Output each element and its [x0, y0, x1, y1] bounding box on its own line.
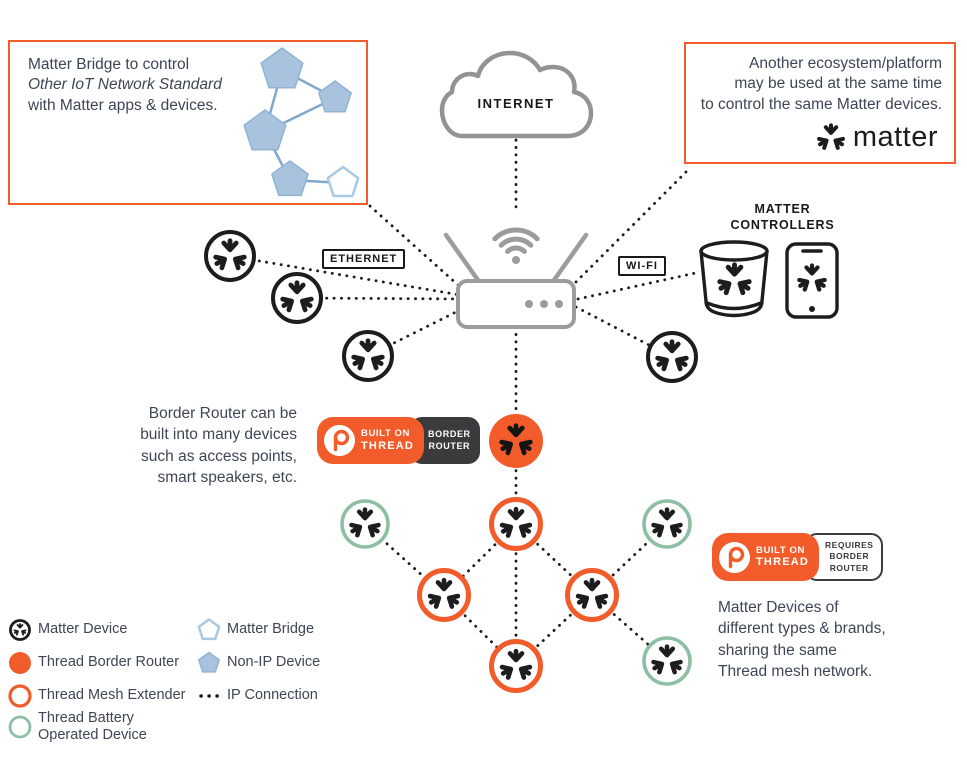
badge-tag-line: ROUTER	[428, 440, 471, 451]
thread-border-router-icon	[8, 651, 32, 675]
legend-label: Thread Border Router	[38, 654, 180, 671]
badge-text: BUILT ON	[361, 428, 410, 440]
thread-mesh-extender	[562, 565, 622, 625]
thread-border-router	[486, 411, 546, 471]
matter-wordmark	[816, 121, 938, 154]
note-line: Border Router can be	[148, 405, 297, 422]
internet-cloud	[430, 45, 605, 145]
info-line: Other IoT Network Standard	[28, 76, 222, 94]
thread-mesh-extender	[414, 565, 474, 625]
legend-item-ip-connection	[197, 684, 318, 708]
non-ip-device-icon	[197, 651, 221, 675]
ip-connection-icon	[197, 684, 221, 708]
note-line: sharing the same	[718, 641, 837, 659]
legend-label: Matter Bridge	[227, 621, 315, 638]
matter-device-icon	[8, 618, 32, 642]
matter-logo-icon	[816, 123, 846, 153]
mesh-note	[718, 597, 938, 683]
matter-device	[267, 268, 327, 328]
note-line: built into many devices	[140, 426, 297, 444]
thread-battery-device	[335, 494, 395, 554]
note-line: such as access points,	[141, 447, 297, 465]
matter-controllers-heading	[695, 202, 870, 233]
smart-speaker-icon	[697, 238, 773, 322]
wifi-router	[430, 225, 600, 332]
border-router-note	[87, 403, 297, 489]
matter-device	[642, 327, 702, 387]
legend-label: Matter Device	[38, 621, 128, 638]
info-line: to control the same Matter devices.	[700, 95, 942, 113]
badge-tag-line: BORDER	[428, 428, 471, 439]
built-on-thread-badge	[317, 417, 480, 464]
legend-item-thread-battery-device	[8, 710, 147, 744]
thread-battery-device	[637, 494, 697, 554]
matter-bridge-info-text	[28, 55, 222, 116]
info-line: with Matter apps & devices.	[28, 96, 218, 114]
internet-label: INTERNET	[477, 96, 555, 111]
built-on-thread-pill	[317, 417, 424, 464]
matter-device	[338, 326, 398, 386]
heading-line: CONTROLLERS	[730, 217, 835, 232]
legend-item-matter-device	[8, 618, 127, 642]
legend-label: IP Connection	[227, 687, 318, 704]
legend-label: Thread Mesh Extender	[38, 687, 186, 704]
matter-wordmark-text: matter	[852, 121, 938, 153]
ecosystem-info-text	[701, 54, 942, 115]
note-line: Thread mesh network.	[718, 663, 873, 681]
wifi-label: WI-FI	[618, 256, 666, 276]
thread-mesh-extender	[486, 494, 546, 554]
badge-tag-line: REQUIRES	[825, 539, 874, 550]
legend-item-matter-bridge	[197, 618, 314, 642]
info-line: Matter Bridge to control	[28, 56, 190, 73]
legend-label: Operated Device	[38, 727, 147, 743]
legend-item-thread-border-router	[8, 651, 179, 675]
info-line: Another ecosystem/platform	[749, 55, 942, 72]
built-on-thread-requires-badge	[712, 533, 883, 581]
smartphone-icon	[785, 242, 839, 320]
thread-battery-device	[637, 631, 697, 691]
heading-line: MATTER	[754, 202, 811, 216]
thread-battery-device-icon	[8, 715, 32, 739]
info-line: may be used at the same time	[734, 75, 942, 93]
thread-mesh-extender-icon	[8, 684, 32, 708]
thread-logo-icon	[323, 424, 356, 457]
thread-logo-icon	[718, 541, 751, 574]
ethernet-label: ETHERNET	[322, 249, 405, 269]
legend-label: Thread Battery	[38, 709, 134, 726]
matter-device	[200, 226, 260, 286]
legend-item-thread-mesh-extender	[8, 684, 186, 708]
badge-tag-line: ROUTER	[829, 562, 869, 573]
built-on-thread-pill	[712, 533, 819, 581]
note-line: different types & brands,	[718, 620, 886, 638]
note-line: smart speakers, etc.	[157, 469, 297, 487]
bridged-network-graphic	[227, 46, 377, 204]
badge-tag-line: BORDER	[829, 551, 870, 562]
badge-text: BUILT ON	[756, 544, 805, 556]
wifi-signal-icon	[495, 230, 537, 251]
badge-text: THREAD	[756, 556, 810, 569]
matter-bridge-info-box	[8, 40, 368, 205]
thread-mesh-extender	[486, 636, 546, 696]
note-line: Matter Devices of	[718, 599, 839, 616]
matter-bridge-icon	[197, 618, 221, 642]
legend-item-non-ip-device	[197, 651, 320, 675]
ecosystem-info-box	[684, 42, 956, 164]
legend-label: Non-IP Device	[227, 654, 321, 671]
badge-text: THREAD	[361, 439, 415, 452]
matter-bridge-icon	[328, 167, 358, 196]
